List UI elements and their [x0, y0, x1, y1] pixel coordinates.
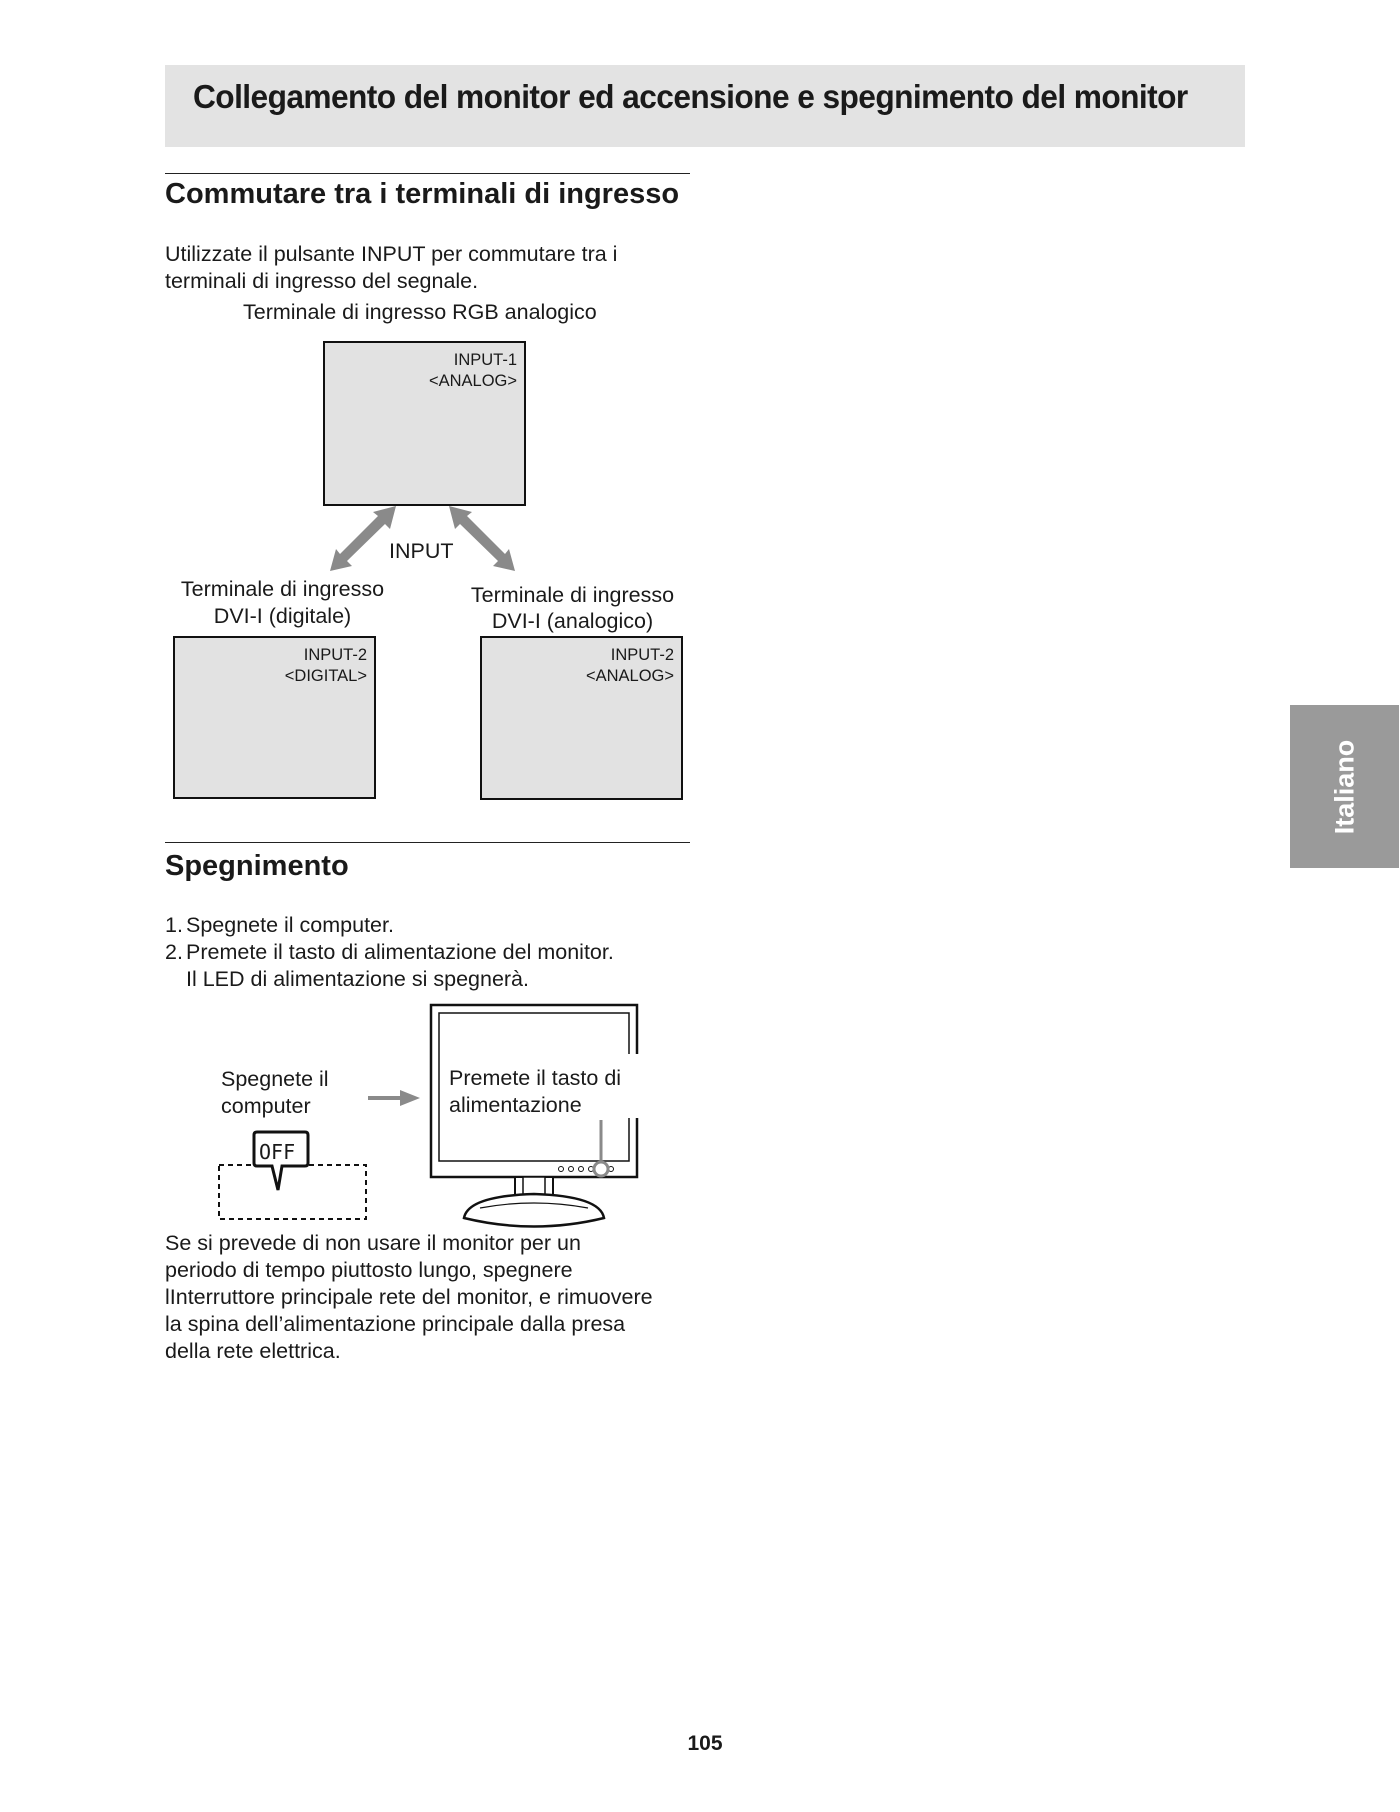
note-line-2: periodo di tempo piuttosto lungo, spegnere	[165, 1258, 573, 1282]
screen-input-2-analog-line1: INPUT-2	[610, 646, 674, 664]
section-heading-off: Spegnimento	[165, 850, 349, 882]
power-button-icon	[594, 1162, 608, 1176]
off-label: OFF	[259, 1140, 296, 1164]
step-2-continued: Il LED di alimentazione si spegnerà.	[186, 967, 529, 991]
step-1-number: 1.	[165, 913, 183, 937]
arrow-left-icon	[330, 506, 396, 571]
note-line-4: la spina dell’alimentazione principale dalla presa	[165, 1312, 626, 1336]
step-1-text: Spegnete il computer.	[186, 913, 394, 937]
section-divider	[165, 173, 690, 174]
screen-input-2-digital-line1: INPUT-2	[303, 646, 367, 664]
intro-line-1: Utilizzate il pulsante INPUT per commutare tra i	[165, 242, 618, 266]
step-2-number: 2.	[165, 940, 183, 964]
intro-line-2: terminali di ingresso del segnale.	[165, 269, 479, 293]
language-tab-label: Italiano	[1329, 739, 1359, 834]
computer-outline	[219, 1165, 366, 1219]
rgb-caption: Terminale di ingresso RGB analogico	[243, 300, 597, 324]
screen-input-2-digital	[173, 636, 376, 799]
step-2-text: Premete il tasto di alimentazione del monitor.	[186, 940, 614, 964]
screen-input-2-analog	[480, 636, 683, 800]
fig-monitor-line-2: alimentazione	[449, 1093, 582, 1117]
page-title: Collegamento del monitor ed accensione e spegnimento del monitor	[193, 78, 1188, 115]
page-number: 105	[687, 1732, 723, 1755]
screen-input-1	[323, 341, 526, 506]
arrow-right-icon	[368, 1090, 420, 1106]
fig-pc-line-2: computer	[221, 1094, 311, 1118]
screen-input-2-digital-line2: <DIGITAL>	[284, 667, 367, 685]
note-line-5: della rete elettrica.	[165, 1339, 341, 1363]
input-label: INPUT	[389, 539, 454, 563]
note-line-3: lInterruttore principale rete del monitor, e rimuovere	[165, 1285, 653, 1309]
monitor-base	[464, 1194, 604, 1227]
screen-input-2-analog-line2: <ANALOG>	[585, 667, 674, 685]
dvi-analog-caption-2: DVI-I (analogico)	[491, 609, 654, 633]
note-line-1: Se si prevede di non usare il monitor per un	[165, 1231, 581, 1255]
fig-monitor-line-1: Premete il tasto di	[449, 1066, 622, 1090]
dvi-digital-caption-1: Terminale di ingresso	[180, 577, 385, 601]
dvi-analog-caption-1: Terminale di ingresso	[470, 583, 675, 607]
screen-input-1-line2: <ANALOG>	[428, 372, 517, 390]
dvi-digital-caption-2: DVI-I (digitale)	[213, 604, 352, 628]
screen-input-1-line1: INPUT-1	[453, 351, 517, 369]
arrow-right-icon	[449, 506, 515, 571]
fig-pc-line-1: Spegnete il	[221, 1067, 329, 1091]
section-heading-input: Commutare tra i terminali di ingresso	[165, 178, 680, 210]
section-divider	[165, 842, 690, 843]
language-tab	[1290, 705, 1399, 868]
